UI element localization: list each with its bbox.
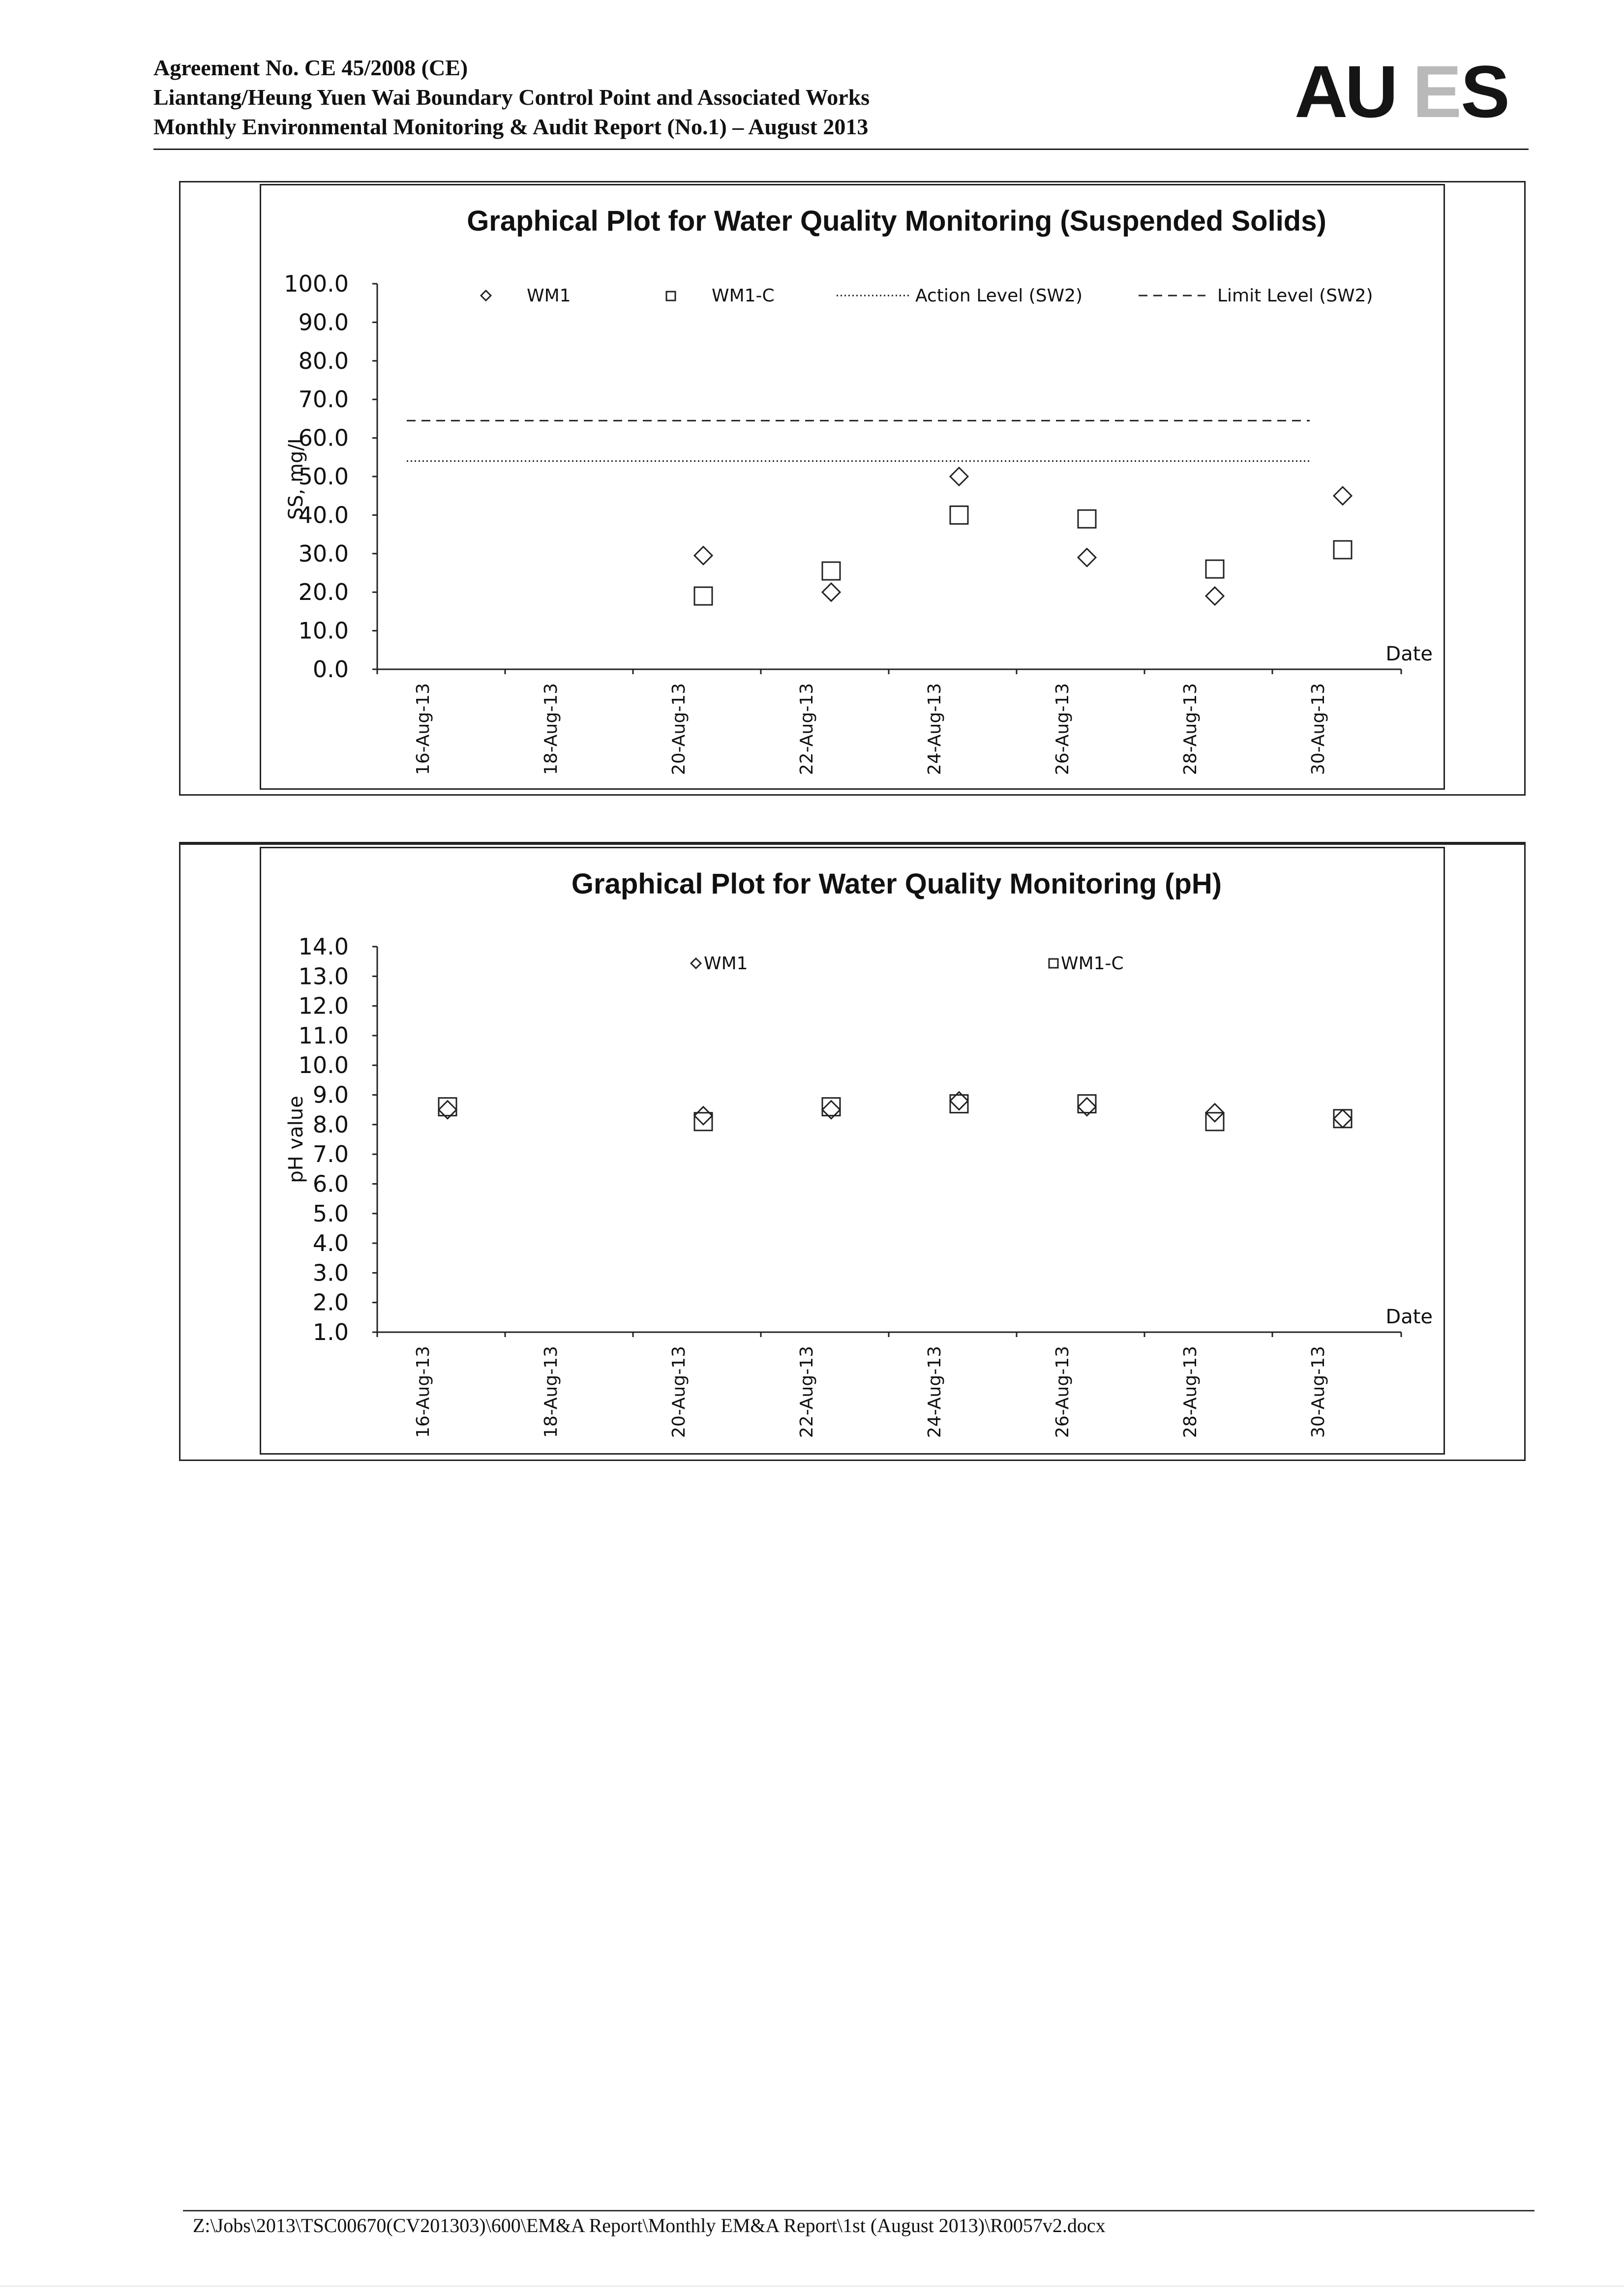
svg-text:AU: AU bbox=[1294, 54, 1395, 133]
wm1-c-point bbox=[822, 562, 840, 580]
ss-chart-title: Graphical Plot for Water Quality Monitoring (Suspended Solids) bbox=[467, 205, 1326, 237]
ss-legend bbox=[481, 286, 1373, 306]
wm1-c-point bbox=[694, 587, 712, 605]
wm1-c-point bbox=[950, 506, 968, 524]
chart-area-ss bbox=[260, 184, 1445, 790]
y-tick-label: 1.0 bbox=[312, 1319, 349, 1345]
legend-wm1-c bbox=[666, 286, 775, 306]
x-tick-label: 22-Aug-13 bbox=[797, 683, 817, 775]
scan-edge bbox=[0, 2286, 1624, 2287]
x-tick-label: 24-Aug-13 bbox=[925, 683, 945, 775]
header-rule bbox=[153, 149, 1529, 150]
x-tick-label: 22-Aug-13 bbox=[797, 1346, 817, 1438]
chart-area-ph bbox=[260, 847, 1445, 1455]
legend-wm1-c-label: WM1-C bbox=[712, 286, 775, 306]
ph-legend bbox=[691, 954, 1124, 974]
y-tick-label: 80.0 bbox=[298, 347, 349, 374]
ss-chart bbox=[261, 185, 1444, 788]
y-tick-label: 9.0 bbox=[312, 1081, 349, 1108]
y-tick-label: 30.0 bbox=[298, 540, 349, 567]
svg-text:E: E bbox=[1413, 54, 1462, 133]
y-tick-label: 10.0 bbox=[298, 617, 349, 644]
x-tick-label: 18-Aug-13 bbox=[541, 1346, 561, 1438]
x-tick-label: 28-Aug-13 bbox=[1180, 683, 1201, 775]
y-tick-label: 70.0 bbox=[298, 386, 349, 413]
x-tick-label: 18-Aug-13 bbox=[541, 683, 561, 775]
x-axis-label: Date bbox=[1385, 643, 1433, 665]
y-tick-label: 100.0 bbox=[284, 270, 349, 297]
y-tick-label: 11.0 bbox=[298, 1022, 349, 1049]
chart-divider bbox=[179, 842, 1526, 843]
x-tick-label: 16-Aug-13 bbox=[413, 683, 433, 775]
legend-wm1 bbox=[481, 286, 571, 306]
wm1-point bbox=[694, 547, 712, 565]
y-tick-label: 3.0 bbox=[312, 1259, 349, 1286]
y-tick-label: 8.0 bbox=[312, 1111, 349, 1138]
y-tick-label: 12.0 bbox=[298, 992, 349, 1019]
project-title: Liantang/Heung Yuen Wai Boundary Control Point and Associated Works bbox=[153, 85, 870, 110]
legend-square-icon bbox=[666, 292, 675, 300]
legend-wm1-label: WM1 bbox=[704, 954, 748, 974]
wm1-c-point bbox=[1334, 1110, 1352, 1128]
legend-diamond-icon bbox=[691, 958, 701, 968]
x-tick-label: 24-Aug-13 bbox=[925, 1346, 945, 1438]
y-tick-label: 90.0 bbox=[298, 309, 349, 336]
ph-chart bbox=[261, 848, 1444, 1453]
y-axis-label: SS, mg/L bbox=[285, 433, 307, 520]
x-tick-label: 16-Aug-13 bbox=[413, 1346, 433, 1438]
wm1-point bbox=[1334, 487, 1352, 505]
legend-limit-level bbox=[1139, 286, 1373, 306]
y-tick-label: 4.0 bbox=[312, 1230, 349, 1257]
legend-wm1-c-label: WM1-C bbox=[1061, 954, 1124, 974]
y-tick-label: 50.0 bbox=[298, 463, 349, 490]
wm1-c-point bbox=[1078, 510, 1096, 528]
footer-rule bbox=[183, 2210, 1534, 2211]
x-tick-label: 28-Aug-13 bbox=[1180, 1346, 1201, 1438]
file-path: Z:\Jobs\2013\TSC00670(CV201303)\600\EM&A Report\Monthly EM&A Report\1st (August 2013)\R0057v2.docx bbox=[193, 2214, 1106, 2236]
ph-chart-title: Graphical Plot for Water Quality Monitoring (pH) bbox=[571, 868, 1222, 900]
y-tick-label: 60.0 bbox=[298, 424, 349, 451]
y-tick-label: 5.0 bbox=[312, 1200, 349, 1227]
wm1-point bbox=[1206, 587, 1224, 605]
svg-text:S: S bbox=[1461, 54, 1510, 133]
aues-logo bbox=[1294, 54, 1526, 133]
legend-action-level bbox=[837, 286, 1083, 306]
y-tick-label: 7.0 bbox=[312, 1141, 349, 1168]
y-tick-label: 20.0 bbox=[298, 579, 349, 606]
y-tick-label: 40.0 bbox=[298, 502, 349, 529]
wm1-point bbox=[1078, 549, 1096, 567]
wm1-c-point bbox=[1334, 541, 1352, 559]
legend-action-label: Action Level (SW2) bbox=[915, 286, 1083, 306]
x-tick-label: 30-Aug-13 bbox=[1308, 1346, 1328, 1438]
y-axis-label: pH value bbox=[285, 1096, 307, 1183]
wm1-point bbox=[694, 1107, 712, 1125]
x-tick-label: 26-Aug-13 bbox=[1053, 1346, 1073, 1438]
legend-wm1-label: WM1 bbox=[527, 286, 571, 306]
legend-limit-label: Limit Level (SW2) bbox=[1217, 286, 1373, 306]
y-tick-label: 2.0 bbox=[312, 1289, 349, 1316]
report-title: Monthly Environmental Monitoring & Audit Report (No.1) – August 2013 bbox=[153, 114, 869, 139]
y-tick-label: 14.0 bbox=[298, 933, 349, 960]
wm1-point bbox=[822, 583, 840, 601]
wm1-point bbox=[950, 468, 968, 485]
y-tick-label: 6.0 bbox=[312, 1170, 349, 1197]
legend-square-icon bbox=[1049, 959, 1058, 968]
agreement-no: Agreement No. CE 45/2008 (CE) bbox=[153, 55, 468, 80]
wm1-c-point bbox=[694, 1113, 712, 1131]
y-tick-label: 13.0 bbox=[298, 963, 349, 990]
x-tick-label: 20-Aug-13 bbox=[669, 1346, 689, 1438]
wm1-c-point bbox=[1206, 560, 1224, 578]
legend-diamond-icon bbox=[481, 291, 491, 300]
x-tick-label: 20-Aug-13 bbox=[669, 683, 689, 775]
y-tick-label: 10.0 bbox=[298, 1052, 349, 1079]
x-tick-label: 30-Aug-13 bbox=[1308, 683, 1328, 775]
x-tick-label: 26-Aug-13 bbox=[1053, 683, 1073, 775]
x-axis-label: Date bbox=[1385, 1306, 1433, 1328]
legend-wm1-c bbox=[1049, 954, 1124, 974]
wm1-point bbox=[1334, 1110, 1352, 1128]
y-tick-label: 0.0 bbox=[312, 656, 349, 683]
legend-wm1 bbox=[691, 954, 748, 974]
